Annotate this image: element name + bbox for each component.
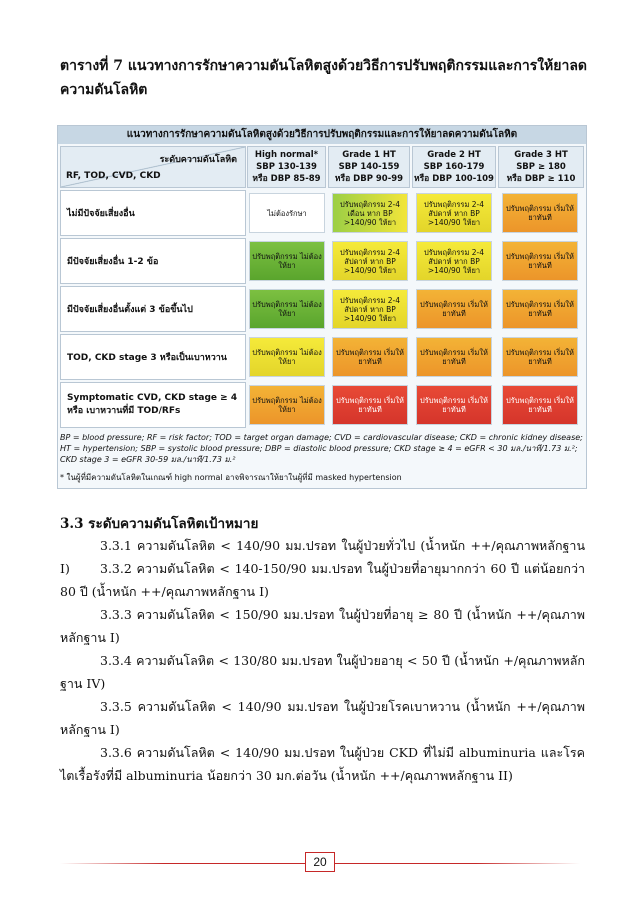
matrix-cell: ปรับพฤติกรรม เริ่มให้ยาทันที — [502, 337, 578, 377]
column-header-grade2 — [412, 146, 496, 188]
column-header-line: SBP ≥ 180 — [516, 162, 566, 172]
matrix-cell: ปรับพฤติกรรม เริ่มให้ยาทันที — [332, 337, 408, 377]
matrix-cell: ปรับพฤติกรรม เริ่มให้ยาทันที — [416, 289, 492, 329]
list-item: 3.3.4 ความดันโลหิต < 130/80 มม.ปรอท ในผู้ป่วยอายุ < 50 ปี (น้ำหนัก +/คุณภาพหลักฐาน IV) — [60, 653, 585, 691]
section-heading: 3.3 ระดับความดันโลหิตเป้าหมาย — [60, 516, 259, 532]
matrix-cell: ปรับพฤติกรรม เริ่มให้ยาทันที — [332, 385, 408, 425]
table-title: ตารางที่ 7 แนวทางการรักษาความดันโลหิตสูงด้วยวิธีการปรับพฤติกรรมและการให้ยาลดความดันโลหิต — [60, 58, 588, 98]
figure-abbreviations: BP = blood pressure; RF = risk factor; TOD = target organ damage; CVD = cardiovascular disease; CKD = chronic kidney disease; HT = hypertension; SBP = systolic blood pressure; DBP = diastolic blood pressure; CKD stage ≥ 4 = eGFR < 30 มล./นาที/1.73 ม.²; CKD stage 3 = eGFR 30-59 มล./นาที/1.73 ม.² — [60, 433, 583, 464]
column-header-high-normal — [247, 146, 326, 188]
column-header-line: หรือ DBP 85-89 — [252, 174, 321, 184]
matrix-cell: ไม่ต้องรักษา — [249, 193, 325, 233]
matrix-cell: ปรับพฤติกรรม เริ่มให้ยาทันที — [416, 337, 492, 377]
matrix-cell: ปรับพฤติกรรม 2-4 เดือน หาก BP >140/90 ให้ยา — [332, 193, 408, 233]
column-header-line: High normal* — [254, 150, 319, 160]
list-item: 3.3.5 ความดันโลหิต < 140/90 มม.ปรอท ในผู้ป่วยโรคเบาหวาน (น้ำหนัก ++/คุณภาพหลักฐาน I) — [60, 699, 585, 737]
matrix-cell: ปรับพฤติกรรม ไม่ต้องให้ยา — [249, 385, 325, 425]
column-header-grade1 — [328, 146, 410, 188]
column-header-line: หรือ DBP 100-109 — [414, 174, 494, 184]
matrix-cell: ปรับพฤติกรรม ไม่ต้องให้ยา — [249, 241, 325, 281]
matrix-cell: ปรับพฤติกรรม เริ่มให้ยาทันที — [502, 289, 578, 329]
column-header-line: หรือ DBP 90-99 — [334, 174, 404, 184]
column-header-line: หรือ DBP ≥ 110 — [506, 174, 576, 184]
row-label-tod-ckd3: TOD, CKD stage 3 หรือเป็นเบาหวาน — [60, 334, 246, 380]
matrix-cell: ปรับพฤติกรรม เริ่มให้ยาทันที — [502, 193, 578, 233]
matrix-cell: ปรับพฤติกรรม 2-4 สัปดาห์ หาก BP >140/90 ให้ยา — [332, 241, 408, 281]
row-label-1-2-risks: มีปัจจัยเสี่ยงอื่น 1-2 ข้อ — [60, 238, 246, 284]
diagonal-header-cell — [60, 146, 246, 188]
matrix-cell: ปรับพฤติกรรม เริ่มให้ยาทันที — [416, 385, 492, 425]
column-header-line: SBP 140-159 — [338, 162, 400, 172]
column-header-line: SBP 160-179 — [423, 162, 485, 172]
treatment-guideline-figure — [57, 125, 587, 489]
matrix-cell: ปรับพฤติกรรม ไม่ต้องให้ยา — [249, 337, 325, 377]
row-label-3-plus-risks: มีปัจจัยเสี่ยงอื่นตั้งแต่ 3 ข้อขึ้นไป — [60, 286, 246, 332]
matrix-cell: ปรับพฤติกรรม เริ่มให้ยาทันที — [502, 241, 578, 281]
row-label-no-risk: ไม่มีปัจจัยเสี่ยงอื่น — [60, 190, 246, 236]
column-header-line: Grade 1 HT — [342, 150, 396, 160]
figure-footnote: * ในผู้ที่มีความดันโลหิตในเกณฑ์ high normal อาจพิจารณาให้ยาในผู้ที่มี masked hypertension — [60, 473, 402, 482]
matrix-cell: ปรับพฤติกรรม ไม่ต้องให้ยา — [249, 289, 325, 329]
matrix-cell: ปรับพฤติกรรม เริ่มให้ยาทันที — [502, 385, 578, 425]
header-risk-factors: RF, TOD, CVD, CKD — [66, 171, 161, 181]
figure-title: แนวทางการรักษาความดันโลหิตสูงด้วยวิธีการปรับพฤติกรรมและการให้ยาลดความดันโลหิต — [58, 126, 586, 144]
matrix-cell: ปรับพฤติกรรม 2-4 สัปดาห์ หาก BP >140/90 ให้ยา — [332, 289, 408, 329]
row-label-symptomatic-cvd: Symptomatic CVD, CKD stage ≥ 4 หรือ เบาหวานที่มี TOD/RFs — [60, 382, 246, 428]
column-header-line: SBP 130-139 — [256, 162, 317, 172]
column-header-line: Grade 3 HT — [514, 150, 568, 160]
page-number: 20 — [305, 852, 335, 872]
matrix-cell: ปรับพฤติกรรม 2-4 สัปดาห์ หาก BP >140/90 ให้ยา — [416, 193, 492, 233]
column-header-line: Grade 2 HT — [427, 150, 481, 160]
matrix-cell: ปรับพฤติกรรม 2-4 สัปดาห์ หาก BP >140/90 ให้ยา — [416, 241, 492, 281]
column-header-grade3 — [498, 146, 584, 188]
header-bp-level: ระดับความดันโลหิต — [159, 155, 237, 165]
list-item: 3.3.1 ความดันโลหิต < 140/90 มม.ปรอท ในผู้ป่วยทั่วไป (น้ำหนัก ++/คุณภาพหลักฐาน I) — [60, 538, 585, 576]
list-item: 3.3.2 ความดันโลหิต < 140-150/90 มม.ปรอท ในผู้ป่วยที่อายุมากกว่า 60 ปี แต่น้อยกว่า 80 ปี (น้ำหนัก ++/คุณภาพหลักฐาน I) — [60, 561, 585, 599]
list-item: 3.3.3 ความดันโลหิต < 150/90 มม.ปรอท ในผู้ป่วยที่อายุ ≥ 80 ปี (น้ำหนัก ++/คุณภาพหลักฐาน I) — [60, 607, 585, 645]
list-item: 3.3.6 ความดันโลหิต < 140/90 มม.ปรอท ในผู้ป่วย CKD ที่ไม่มี albuminuria และโรคไตเรื้อรังที่มี albuminuria น้อยกว่า 30 มก.ต่อวัน (น้ำหนัก ++/คุณภาพหลักฐาน II) — [60, 745, 585, 783]
